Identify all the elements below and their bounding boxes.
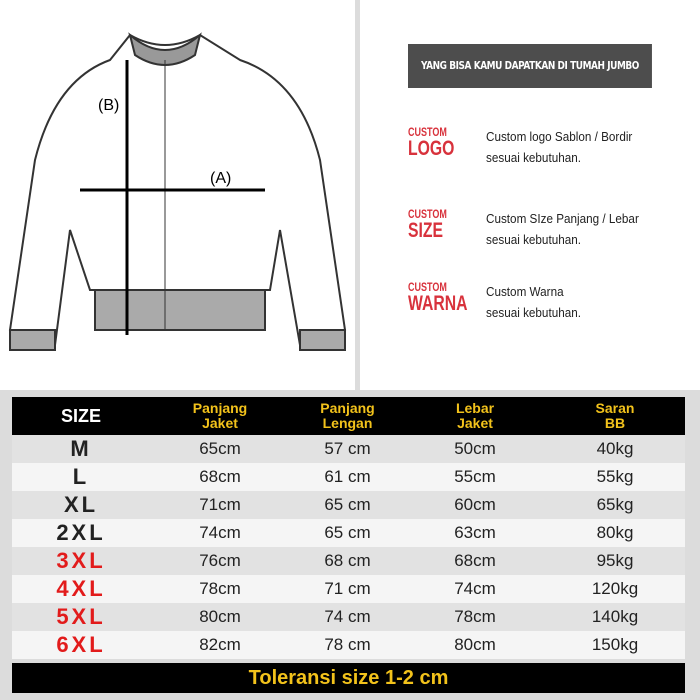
tolerance-note: Toleransi size 1-2 cm bbox=[12, 663, 685, 693]
table-cell: 78 cm bbox=[324, 635, 371, 654]
label-a: (A) bbox=[210, 170, 232, 187]
table-cell: 65cm bbox=[199, 439, 241, 458]
feature-tag-small: CUSTOM bbox=[408, 207, 447, 221]
column-header bbox=[290, 401, 405, 431]
feature-tag-small: CUSTOM bbox=[408, 280, 447, 294]
jacket-diagram-panel bbox=[0, 0, 355, 390]
feature-desc-line: Custom SIze Panjang / Lebar bbox=[486, 211, 639, 226]
column-header bbox=[12, 405, 150, 426]
column-header-line: BB bbox=[604, 415, 626, 431]
feature-desc-line: Custom logo Sablon / Bordir bbox=[486, 129, 633, 144]
column-header-line: Jaket bbox=[457, 415, 493, 431]
table-cell: 74cm bbox=[199, 523, 241, 542]
table-cell: 76cm bbox=[199, 551, 241, 570]
table-cell: 95kg bbox=[596, 551, 634, 570]
table-row bbox=[12, 575, 685, 603]
jacket-diagram bbox=[0, 0, 355, 390]
column-header-line: Panjang bbox=[320, 400, 375, 416]
feature-desc-line: Custom Warna bbox=[486, 284, 564, 299]
table-cell: 120kg bbox=[591, 579, 639, 598]
table-cell: 82cm bbox=[199, 635, 241, 654]
column-header bbox=[545, 401, 685, 431]
feature-warna bbox=[408, 281, 592, 323]
table-cell: 65kg bbox=[596, 495, 634, 514]
size-cell: M bbox=[70, 436, 92, 461]
column-header-line: Lebar bbox=[455, 400, 495, 416]
size-cell: XL bbox=[63, 492, 99, 517]
table-row bbox=[12, 463, 685, 491]
table-cell: 71cm bbox=[199, 495, 241, 514]
size-cell: 5XL bbox=[56, 604, 106, 629]
feature-logo bbox=[408, 126, 649, 168]
features-panel bbox=[360, 0, 700, 390]
feature-desc-line: sesuai kebutuhan. bbox=[486, 305, 581, 320]
size-cell: 6XL bbox=[56, 632, 106, 657]
table-cell: 68 cm bbox=[324, 551, 371, 570]
column-header-line: Panjang bbox=[192, 400, 248, 416]
table-cell: 80cm bbox=[454, 635, 496, 654]
size-cell: 4XL bbox=[56, 576, 106, 601]
column-header-line: Jaket bbox=[202, 415, 238, 431]
table-cell: 78cm bbox=[199, 579, 241, 598]
feature-tag-big: SIZE bbox=[408, 219, 444, 242]
feature-tag-small: CUSTOM bbox=[408, 125, 447, 139]
table-cell: 61 cm bbox=[324, 467, 371, 486]
table-cell: 55cm bbox=[454, 467, 496, 486]
size-cell: 3XL bbox=[56, 548, 106, 573]
table-row bbox=[12, 491, 685, 519]
table-row bbox=[12, 603, 685, 631]
table-cell: 68cm bbox=[199, 467, 241, 486]
feature-tag-big: LOGO bbox=[408, 137, 455, 160]
column-header-line: SIZE bbox=[60, 405, 101, 426]
feature-tag-big: WARNA bbox=[408, 292, 468, 315]
table-cell: 50cm bbox=[454, 439, 496, 458]
table-row bbox=[12, 519, 685, 547]
table-cell: 78cm bbox=[454, 607, 496, 626]
size-table bbox=[12, 397, 685, 659]
table-cell: 68cm bbox=[454, 551, 496, 570]
table-row bbox=[12, 631, 685, 659]
table-cell: 140kg bbox=[591, 607, 639, 626]
size-cell: L bbox=[72, 464, 90, 489]
table-cell: 74 cm bbox=[324, 607, 371, 626]
column-header bbox=[150, 401, 290, 431]
table-cell: 55kg bbox=[596, 467, 634, 486]
feature-desc-line: sesuai kebutuhan. bbox=[486, 232, 581, 247]
table-cell: 80cm bbox=[199, 607, 241, 626]
table-cell: 150kg bbox=[591, 635, 639, 654]
table-header bbox=[12, 397, 685, 435]
column-header-line: Lengan bbox=[322, 415, 373, 431]
table-cell: 63cm bbox=[454, 523, 496, 542]
table-cell: 57 cm bbox=[324, 439, 371, 458]
table-cell: 74cm bbox=[454, 579, 496, 598]
table-cell: 80kg bbox=[596, 523, 634, 542]
table-cell: 71 cm bbox=[324, 579, 371, 598]
table-cell: 40kg bbox=[596, 439, 634, 458]
column-header-line: Saran bbox=[595, 400, 635, 416]
size-cell: 2XL bbox=[56, 520, 106, 545]
table-cell: 65 cm bbox=[324, 495, 371, 514]
table-cell: 60cm bbox=[454, 495, 496, 514]
features-banner: YANG BISA KAMU DAPATKAN DI TUMAH JUMBO bbox=[408, 44, 652, 88]
feature-size bbox=[408, 208, 656, 250]
table-cell: 65 cm bbox=[324, 523, 371, 542]
table-row bbox=[12, 435, 685, 463]
label-b: (B) bbox=[98, 97, 120, 114]
table-row bbox=[12, 547, 685, 575]
column-header bbox=[405, 401, 545, 431]
feature-desc-line: sesuai kebutuhan. bbox=[486, 150, 581, 165]
